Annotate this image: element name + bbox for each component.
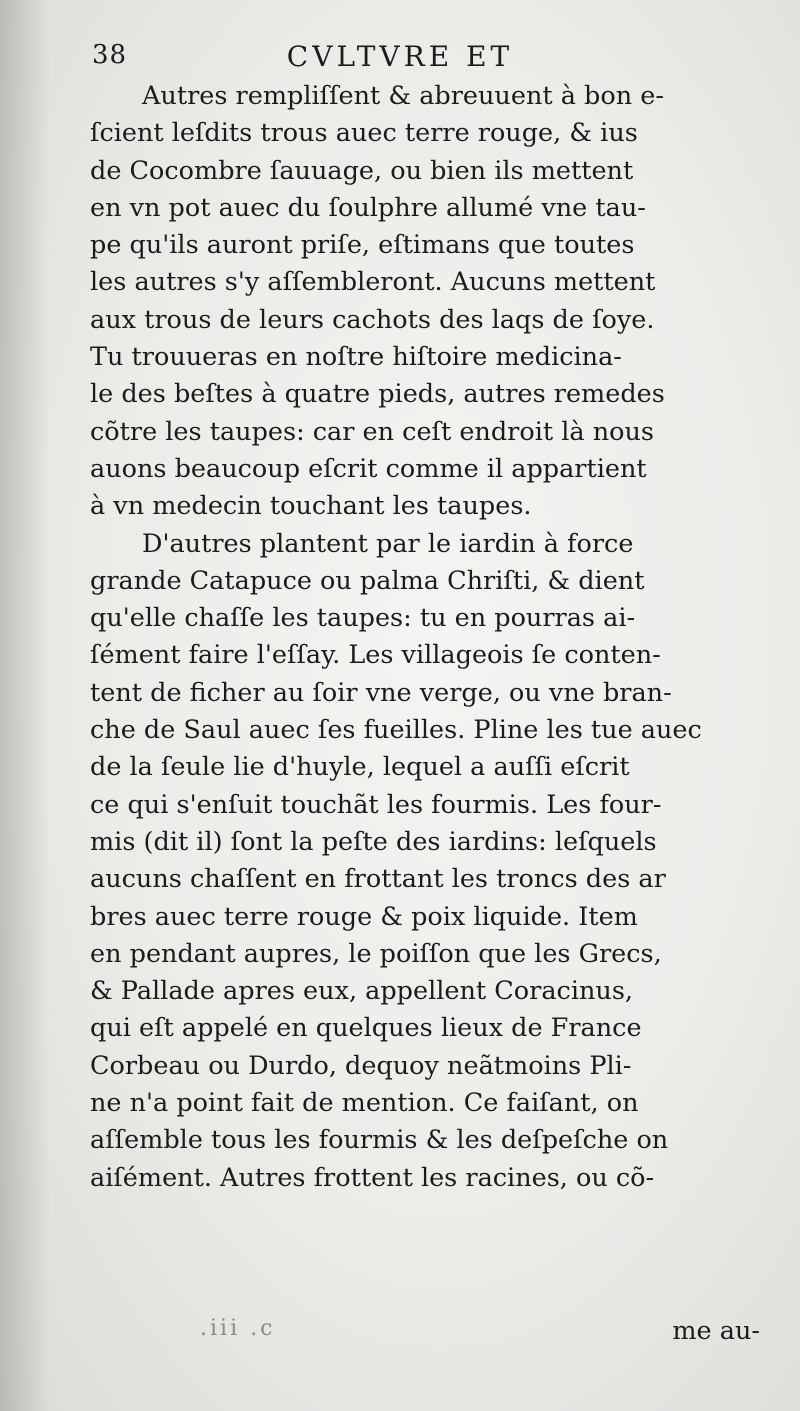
signature-mark: .iii .c [200,1316,276,1341]
catchword: me au- [672,1316,760,1346]
text-line: cõtre les taupes: car en ceſt endroit là nous [90,416,654,447]
text-line: le des beſtes à quatre pieds, autres remedes [90,379,665,410]
text-line: qui eſt appelé en quelques lieux de France [90,1013,642,1044]
text-line: D'autres plantent par le iardin à force [142,528,634,559]
text-line: aucuns chaſſent en frottant les troncs des ar [90,864,666,895]
text-line: bres auec terre rouge & poix liquide. Item [90,901,638,932]
text-line: & Pallade apres eux, appellent Coracinus, [90,976,634,1007]
text-line: à vn medecin touchant les taupes. [90,491,532,522]
text-line: mis (dit il) ſont la peſte des iardins: leſquels [90,826,657,857]
text-line: ce qui s'enſuit touchãt les fourmis. Les four- [90,789,662,820]
text-line: tent de ficher au ſoir vne verge, ou vne bran- [90,677,672,708]
text-line: en vn pot auec du ſoulphre allumé vne tau- [90,192,646,223]
text-line: en pendant aupres, le poiſſon que les Grecs, [90,938,662,969]
running-title: CVLTVRE ET [286,40,514,73]
body-text [90,78,770,1197]
text-line: ſément faire l'eſſay. Les villageois ſe conten- [90,640,661,671]
text-line: auons beaucoup eſcrit comme il appartient [90,453,647,484]
page-footer [90,1316,770,1356]
text-line: aiſément. Autres frottent les racines, ou cõ- [90,1162,655,1193]
text-line: qu'elle chaſſe les taupes: tu en pourras ai- [90,603,636,634]
text-line: Corbeau ou Durdo, dequoy neãtmoins Pli- [90,1050,632,1081]
text-line: les autres s'y aſſembleront. Aucuns mettent [90,267,656,298]
text-line: aux trous de leurs cachots des laqs de ſoye. [90,304,655,335]
text-line: de Cocombre ſauuage, ou bien ils mettent [90,155,634,186]
text-line: Autres rempliſſent & abreuuent à bon e- [142,81,664,111]
text-line: pe qu'ils auront priſe, eſtimans que toutes [90,230,635,261]
text-line: de la ſeule lie d'huyle, lequel a auſſi eſcrit [90,752,630,783]
text-line: grande Catapuce ou palma Chriſti, & dient [90,565,645,596]
text-line: Tu trouueras en noſtre hiſtoire medicina- [90,342,622,373]
page-number: 38 [92,40,128,70]
text-line: che de Saul auec ſes fueilles. Pline les tue auec [90,715,702,746]
text-line: aſſemble tous les fourmis & les deſpeſche on [90,1125,669,1156]
text-line: ne n'a point fait de mention. Ce faiſant, on [90,1088,639,1119]
text-line: ſcient leſdits trous auec terre rouge, & ius [90,118,638,149]
